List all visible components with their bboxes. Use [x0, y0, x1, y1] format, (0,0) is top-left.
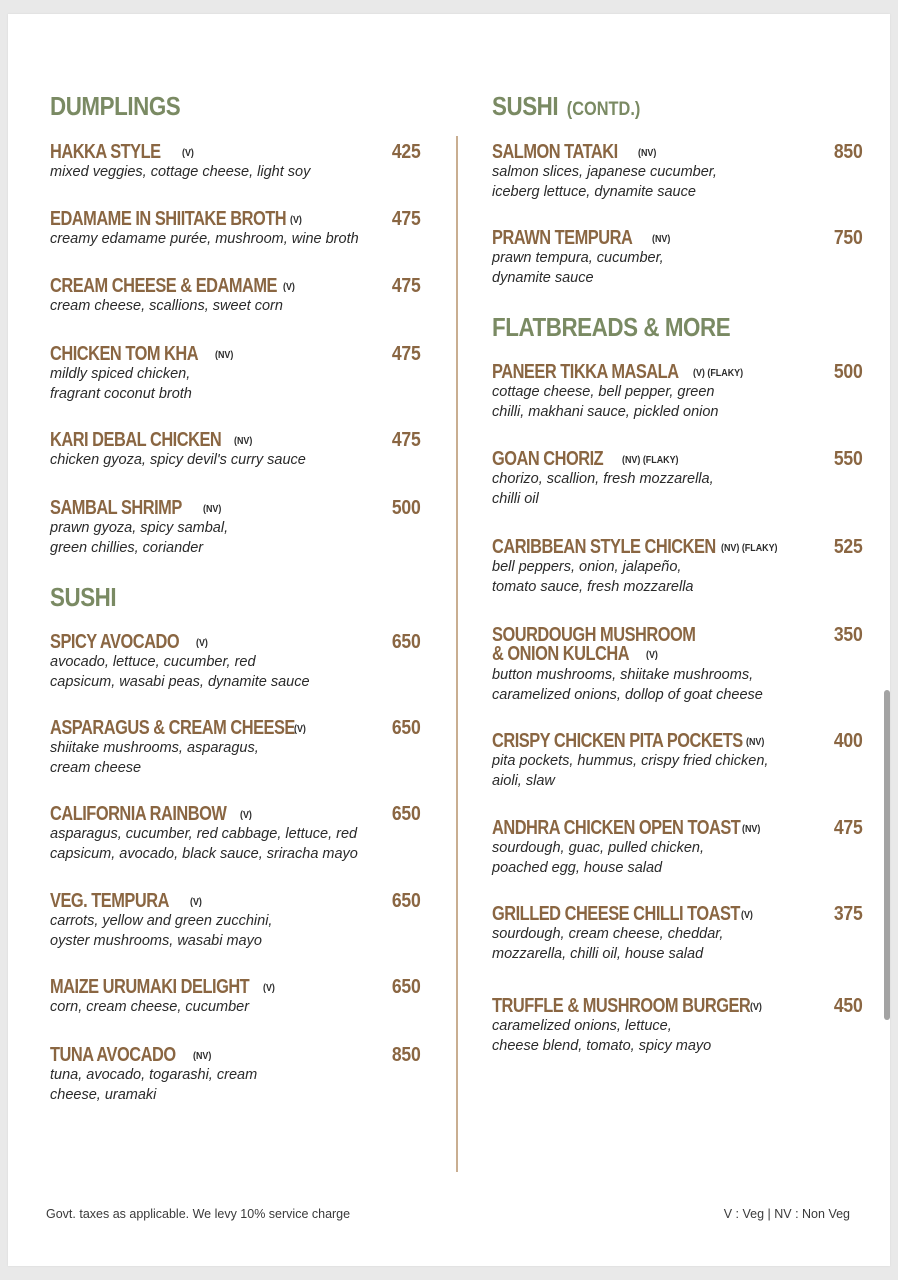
item-price: 400: [833, 730, 862, 752]
item-price: 650: [391, 890, 420, 912]
item-tag: (NV): [193, 1050, 212, 1062]
item-name: CRISPY CHICKEN PITA POCKETS: [492, 730, 743, 752]
item-tag: (V) (FLAKY): [693, 367, 744, 379]
item-tag: (NV): [742, 823, 761, 835]
menu-page: [8, 14, 890, 1266]
item-name: SALMON TATAKI: [492, 141, 618, 163]
item-tag: (V): [263, 982, 275, 994]
item-name: ASPARAGUS & CREAM CHEESE: [50, 717, 295, 739]
item-description: tuna, avocado, togarashi, cream cheese, uramaki: [50, 1067, 258, 1103]
item-description: carrots, yellow and green zucchini, oyster mushrooms, wasabi mayo: [50, 913, 273, 949]
item-description: cottage cheese, bell pepper, green chilli, makhani sauce, pickled onion: [492, 384, 719, 420]
item-description: caramelized onions, lettuce, cheese blend, tomato, spicy mayo: [492, 1018, 712, 1054]
item-description: pita pockets, hummus, crispy fried chicken, aioli, slaw: [492, 753, 769, 789]
item-name: HAKKA STYLE: [50, 141, 161, 163]
item-tag: (V): [240, 809, 252, 821]
item-description: button mushrooms, shiitake mushrooms, caramelized onions, dollop of goat cheese: [492, 667, 763, 703]
item-price: 650: [391, 976, 420, 998]
section-title-sushi-contd: [492, 91, 640, 125]
item-price: 375: [833, 903, 862, 925]
item-description: corn, cream cheese, cucumber: [50, 999, 250, 1015]
item-description: avocado, lettuce, cucumber, red capsicum, wasabi peas, dynamite sauce: [50, 654, 310, 690]
item-price: 650: [391, 631, 420, 653]
item-name: TRUFFLE & MUSHROOM BURGER: [492, 995, 751, 1017]
item-description: chicken gyoza, spicy devil's curry sauce: [50, 452, 306, 468]
scrollbar-thumb[interactable]: [884, 690, 890, 1020]
item-name: CARIBBEAN STYLE CHICKEN: [492, 536, 716, 558]
item-name: SAMBAL SHRIMP: [50, 497, 182, 519]
item-tag: (NV): [203, 503, 222, 515]
item-description: cream cheese, scallions, sweet corn: [50, 298, 283, 314]
item-description: salmon slices, japanese cucumber, iceberg lettuce, dynamite sauce: [492, 164, 717, 200]
item-description: mildly spiced chicken, fragrant coconut broth: [50, 366, 192, 402]
item-price: 475: [391, 343, 420, 365]
item-name: PANEER TIKKA MASALA: [492, 361, 679, 383]
item-price: 450: [833, 995, 862, 1017]
item-tag: (V): [750, 1001, 762, 1013]
item-name: CALIFORNIA RAINBOW: [50, 803, 227, 825]
item-price: 475: [833, 817, 862, 839]
item-price: 650: [391, 717, 420, 739]
item-tag: (V): [741, 909, 753, 921]
footer-tax-note: Govt. taxes as applicable. We levy 10% service charge: [46, 1207, 351, 1221]
item-tag: (NV): [215, 349, 234, 361]
item-tag: (NV) (FLAKY): [622, 454, 679, 466]
item-tag: (NV): [234, 435, 253, 447]
item-name-line-2: & ONION KULCHA: [492, 643, 630, 665]
item-tag: (V): [196, 637, 208, 649]
item-price: 750: [833, 227, 862, 249]
item-description: sourdough, cream cheese, cheddar, mozzarella, chilli oil, house salad: [492, 926, 724, 962]
section-title-sushi: SUSHI: [50, 582, 117, 612]
item-price: 850: [391, 1044, 420, 1066]
item-description: asparagus, cucumber, red cabbage, lettuce, red capsicum, avocado, black sauce, sriracha mayo: [50, 826, 358, 862]
item-name: CHICKEN TOM KHA: [50, 343, 199, 365]
section-title-text: SUSHI: [492, 91, 559, 121]
item-tag: (NV) (FLAKY): [721, 542, 778, 554]
item-description: sourdough, guac, pulled chicken, poached egg, house salad: [492, 840, 705, 876]
section-title-flatbreads: FLATBREADS & MORE: [492, 312, 731, 342]
item-name: SPICY AVOCADO: [50, 631, 180, 653]
item-tag: (NV): [746, 736, 765, 748]
item-price: 475: [391, 208, 420, 230]
item-name: PRAWN TEMPURA: [492, 227, 633, 249]
item-tag: (V): [294, 723, 306, 735]
item-tag: (NV): [638, 147, 657, 159]
item-price: 350: [833, 624, 862, 646]
item-name: ANDHRA CHICKEN OPEN TOAST: [492, 817, 741, 839]
item-name: CREAM CHEESE & EDAMAME: [50, 275, 277, 297]
item-tag: (V): [190, 896, 202, 908]
item-tag: (V): [283, 281, 295, 293]
item-description: shiitake mushrooms, asparagus, cream cheese: [50, 740, 259, 776]
item-price: 550: [833, 448, 862, 470]
item-name: GRILLED CHEESE CHILLI TOAST: [492, 903, 740, 925]
section-title-dumplings: DUMPLINGS: [50, 91, 181, 121]
item-name: EDAMAME IN SHIITAKE BROTH: [50, 208, 287, 230]
item-price: 500: [391, 497, 420, 519]
footer-legend: V : Veg | NV : Non Veg: [723, 1207, 850, 1221]
item-description: prawn gyoza, spicy sambal, green chillies, coriander: [50, 520, 229, 556]
item-name: SOURDOUGH MUSHROOM: [492, 624, 696, 646]
item-price: 650: [391, 803, 420, 825]
item-name: KARI DEBAL CHICKEN: [50, 429, 222, 451]
item-name: TUNA AVOCADO: [50, 1044, 176, 1066]
item-name: GOAN CHORIZ: [492, 448, 604, 470]
item-price: 850: [833, 141, 862, 163]
item-price: 475: [391, 429, 420, 451]
item-price: 500: [833, 361, 862, 383]
item-description: creamy edamame purée, mushroom, wine broth: [50, 231, 359, 247]
item-price: 425: [391, 141, 420, 163]
item-description: bell peppers, onion, jalapeño, tomato sauce, fresh mozzarella: [492, 559, 694, 595]
item-description: chorizo, scallion, fresh mozzarella, chilli oil: [492, 471, 714, 507]
item-description: mixed veggies, cottage cheese, light soy: [50, 164, 311, 180]
item-tag: (V): [646, 649, 658, 661]
column-divider: [456, 136, 458, 1172]
item-description: prawn tempura, cucumber, dynamite sauce: [492, 250, 664, 286]
section-title-suffix: (CONTD.): [566, 99, 641, 120]
item-tag: (V): [182, 147, 194, 159]
item-name: VEG. TEMPURA: [50, 890, 169, 912]
item-price: 525: [833, 536, 862, 558]
item-tag: (V): [290, 214, 302, 226]
item-tag: (NV): [652, 233, 671, 245]
item-price: 475: [391, 275, 420, 297]
item-name: MAIZE URUMAKI DELIGHT: [50, 976, 250, 998]
